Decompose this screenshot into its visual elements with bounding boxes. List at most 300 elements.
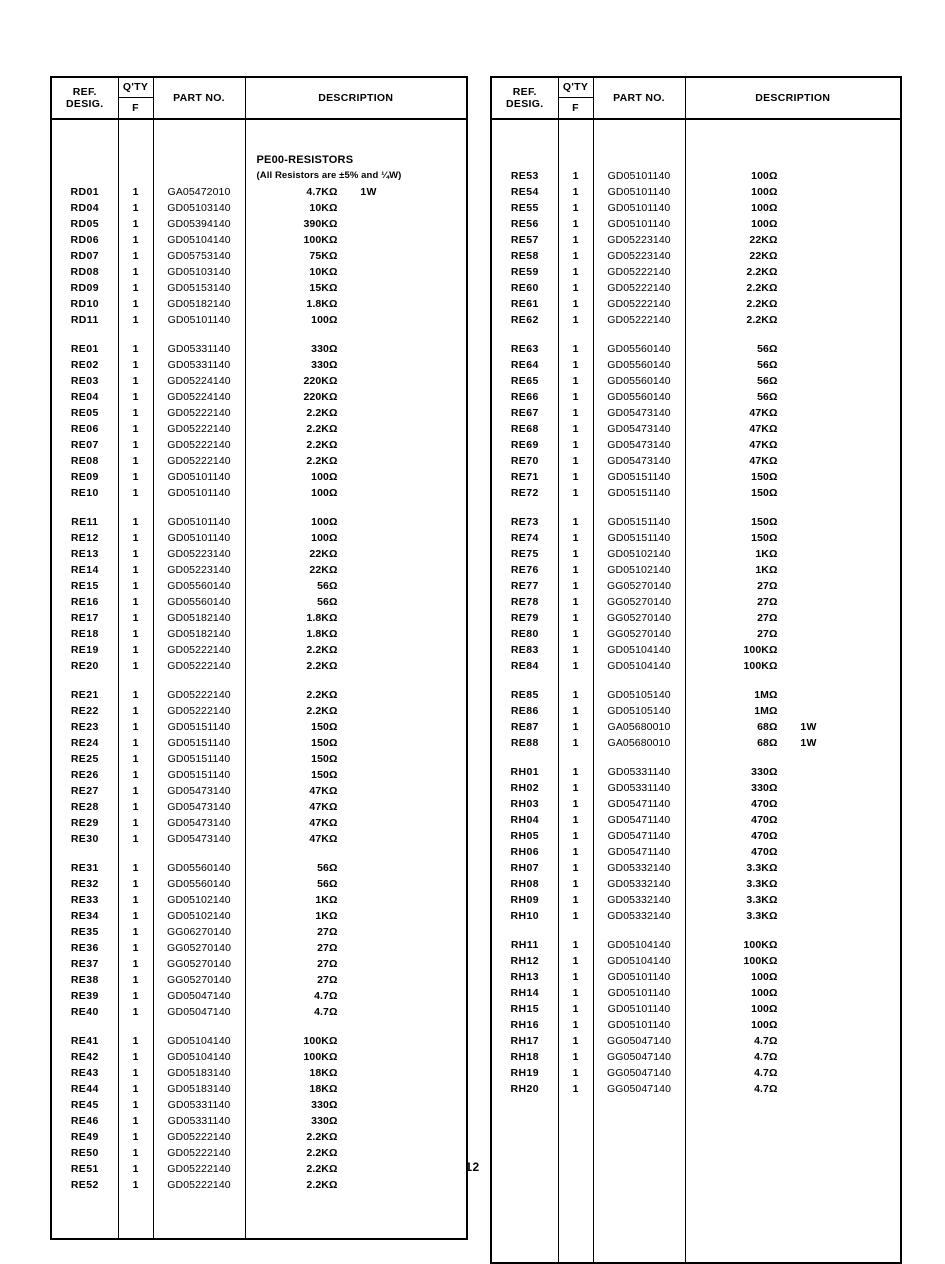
spacer-row (51, 136, 467, 152)
resistor-value: 68Ω (757, 736, 778, 749)
spacer-row (491, 1112, 901, 1127)
cell-description (685, 232, 901, 248)
cell-qty: 1 (558, 812, 593, 828)
cell-qty: 1 (558, 796, 593, 812)
resistor-value: 4.7Ω (754, 1034, 778, 1047)
cell-description (685, 860, 901, 876)
cell-description (245, 988, 467, 1004)
cell-ref-desig: RD01 (51, 184, 118, 200)
resistor-value: 10KΩ (309, 265, 338, 278)
resistor-value: 27Ω (757, 595, 778, 608)
cell-part-no: GD05471140 (593, 828, 685, 844)
table-row (51, 530, 467, 546)
table-row (51, 1049, 467, 1065)
cell-qty: 1 (558, 437, 593, 453)
cell-part-no: GD05103140 (153, 264, 245, 280)
cell-part-no: GD05222140 (153, 642, 245, 658)
cell-ref-desig: RE06 (51, 421, 118, 437)
resistor-value: 2.2KΩ (746, 313, 778, 326)
parts-tables-container (0, 76, 945, 1264)
table-row (491, 937, 901, 953)
cell-qty: 1 (558, 485, 593, 501)
wattage-note: 1W (800, 720, 817, 733)
cell-qty: 1 (558, 969, 593, 985)
table-row (51, 687, 467, 703)
cell-ref-desig: RE38 (51, 972, 118, 988)
cell-part-no: GG05047140 (593, 1081, 685, 1097)
cell-ref-desig: RE42 (51, 1049, 118, 1065)
table-row (51, 751, 467, 767)
table-row (491, 1081, 901, 1097)
cell-description (245, 1049, 467, 1065)
cell-qty: 1 (118, 312, 153, 328)
table-row (491, 1001, 901, 1017)
cell-part-no: GD05331140 (593, 764, 685, 780)
table-row (491, 735, 901, 751)
ref-header-line1: REF. (72, 85, 97, 98)
cell-ref-desig: RE43 (51, 1065, 118, 1081)
cell-description (245, 1129, 467, 1145)
cell-part-no: GG05047140 (593, 1065, 685, 1081)
cell-qty: 1 (558, 1001, 593, 1017)
resistor-value: 220KΩ (303, 390, 338, 403)
table-row (51, 815, 467, 831)
table-row (491, 1017, 901, 1033)
cell-part-no: GD05104140 (153, 232, 245, 248)
cell-description (685, 985, 901, 1001)
cell-ref-desig: RE50 (51, 1145, 118, 1161)
cell-description (245, 1081, 467, 1097)
cell-ref-desig: RE14 (51, 562, 118, 578)
resistor-value: 100KΩ (743, 938, 778, 951)
cell-part-no: GD05560140 (593, 389, 685, 405)
cell-part-no: GD05101140 (593, 969, 685, 985)
cell-part-no: GD05104140 (593, 658, 685, 674)
table-row (491, 546, 901, 562)
cell-qty: 1 (558, 844, 593, 860)
cell-part-no: GD05047140 (153, 1004, 245, 1020)
cell-description (685, 828, 901, 844)
resistor-value: 27Ω (317, 973, 338, 986)
cell-part-no: GD05102140 (593, 562, 685, 578)
table-row (51, 1177, 467, 1193)
cell-part-no: GD05222140 (153, 1177, 245, 1193)
cell-qty: 1 (118, 1004, 153, 1020)
resistor-value: 150Ω (751, 531, 778, 544)
resistor-value: 2.2KΩ (746, 281, 778, 294)
cell-qty: 1 (118, 373, 153, 389)
column-header-part-no: PART NO. (153, 77, 245, 119)
cell-ref-desig: RE71 (491, 469, 558, 485)
cell-ref-desig: RE18 (51, 626, 118, 642)
cell-part-no: GD05471140 (593, 844, 685, 860)
cell-ref-desig: RE08 (51, 453, 118, 469)
resistor-value: 2.2KΩ (306, 1162, 338, 1175)
cell-qty: 1 (558, 735, 593, 751)
cell-ref-desig: RE49 (51, 1129, 118, 1145)
group-heading-row (51, 152, 467, 168)
cell-ref-desig: RD10 (51, 296, 118, 312)
cell-ref-desig: RE09 (51, 469, 118, 485)
resistor-value: 150Ω (311, 768, 338, 781)
table-row (491, 642, 901, 658)
cell-description (685, 280, 901, 296)
cell-part-no: GG06270140 (153, 924, 245, 940)
cell-description (685, 626, 901, 642)
cell-description (685, 168, 901, 184)
cell-description (685, 642, 901, 658)
cell-description (685, 453, 901, 469)
cell-part-no: GD05473140 (153, 783, 245, 799)
spacer-row (491, 1232, 901, 1247)
cell-description (245, 453, 467, 469)
cell-ref-desig: RE39 (51, 988, 118, 1004)
cell-ref-desig: RE23 (51, 719, 118, 735)
cell-part-no: GD05223140 (593, 248, 685, 264)
cell-ref-desig: RE60 (491, 280, 558, 296)
cell-qty: 1 (558, 357, 593, 373)
cell-description (245, 908, 467, 924)
cell-part-no: GD05473140 (593, 437, 685, 453)
table-row (51, 200, 467, 216)
cell-qty: 1 (118, 421, 153, 437)
cell-part-no: GD05104140 (153, 1033, 245, 1049)
resistor-value: 1KΩ (755, 563, 778, 576)
resistor-value: 56Ω (757, 342, 778, 355)
page-number: 12 (465, 1160, 480, 1174)
cell-qty: 1 (118, 703, 153, 719)
table-row (51, 1004, 467, 1020)
table-row (491, 876, 901, 892)
cell-description (245, 1177, 467, 1193)
resistor-value: 100Ω (311, 470, 338, 483)
cell-description (245, 280, 467, 296)
table-row (491, 626, 901, 642)
resistor-value: 75KΩ (309, 249, 338, 262)
table-row (491, 562, 901, 578)
resistor-value: 3.3KΩ (746, 877, 778, 890)
cell-ref-desig: RE84 (491, 658, 558, 674)
cell-description (245, 767, 467, 783)
table-row (491, 312, 901, 328)
cell-qty: 1 (558, 248, 593, 264)
cell-qty: 1 (118, 687, 153, 703)
table-row (51, 248, 467, 264)
cell-description (685, 296, 901, 312)
cell-ref-desig: RE31 (51, 860, 118, 876)
resistor-value: 56Ω (317, 861, 338, 874)
cell-ref-desig: RE51 (51, 1161, 118, 1177)
column-header-qty: Q'TY (558, 77, 593, 98)
table-row (51, 831, 467, 847)
table-row (51, 184, 467, 200)
table-row (491, 280, 901, 296)
resistor-value: 2.2KΩ (306, 659, 338, 672)
cell-qty: 1 (558, 469, 593, 485)
cell-part-no: GD05222140 (593, 264, 685, 280)
cell-description (685, 216, 901, 232)
cell-ref-desig: RE77 (491, 578, 558, 594)
cell-description (685, 703, 901, 719)
cell-ref-desig: RE78 (491, 594, 558, 610)
cell-ref-desig: RE27 (51, 783, 118, 799)
cell-description (245, 815, 467, 831)
cell-description (685, 1049, 901, 1065)
cell-ref-desig: RE03 (51, 373, 118, 389)
cell-ref-desig: RE44 (51, 1081, 118, 1097)
table-row (491, 437, 901, 453)
cell-qty: 1 (558, 594, 593, 610)
cell-description (685, 908, 901, 924)
right-parts-table (490, 76, 902, 1264)
table-row (491, 405, 901, 421)
cell-part-no: GD05101140 (593, 200, 685, 216)
cell-description (685, 514, 901, 530)
cell-qty: 1 (118, 783, 153, 799)
cell-description (245, 469, 467, 485)
cell-part-no: GD05332140 (593, 908, 685, 924)
cell-qty: 1 (118, 876, 153, 892)
table-row (51, 892, 467, 908)
cell-part-no: GD05222140 (153, 1161, 245, 1177)
cell-qty: 1 (558, 312, 593, 328)
resistor-value: 22KΩ (749, 233, 778, 246)
resistor-value: 15KΩ (309, 281, 338, 294)
cell-qty: 1 (558, 264, 593, 280)
cell-description (685, 341, 901, 357)
column-header-description: DESCRIPTION (685, 77, 901, 119)
cell-description (685, 610, 901, 626)
resistor-value: 47KΩ (749, 454, 778, 467)
cell-qty: 1 (118, 216, 153, 232)
cell-qty: 1 (118, 357, 153, 373)
cell-description (685, 578, 901, 594)
cell-ref-desig: RE74 (491, 530, 558, 546)
table-row (491, 216, 901, 232)
cell-qty: 1 (118, 405, 153, 421)
cell-part-no: GG05270140 (153, 940, 245, 956)
cell-part-no: GD05101140 (593, 1001, 685, 1017)
cell-ref-desig: RE33 (51, 892, 118, 908)
cell-part-no: GG05270140 (593, 594, 685, 610)
cell-ref-desig: RE02 (51, 357, 118, 373)
cell-ref-desig: RE76 (491, 562, 558, 578)
resistor-value: 470Ω (751, 813, 778, 826)
cell-part-no: GD05101140 (153, 530, 245, 546)
column-header-part-no: PART NO. (593, 77, 685, 119)
cell-part-no: GD05101140 (593, 184, 685, 200)
cell-part-no: GD05560140 (153, 594, 245, 610)
cell-part-no: GD05222140 (153, 405, 245, 421)
cell-qty: 1 (558, 1017, 593, 1033)
cell-qty: 1 (118, 908, 153, 924)
cell-ref-desig: RE63 (491, 341, 558, 357)
cell-part-no: GG05270140 (593, 578, 685, 594)
cell-qty: 1 (118, 815, 153, 831)
resistor-value: 2.2KΩ (746, 265, 778, 278)
cell-ref-desig: RE01 (51, 341, 118, 357)
cell-description (245, 405, 467, 421)
table-row (491, 578, 901, 594)
spacer-row (491, 328, 901, 341)
table-row (491, 485, 901, 501)
resistor-value: 47KΩ (749, 438, 778, 451)
table-row (51, 783, 467, 799)
cell-part-no: GD05151140 (153, 719, 245, 735)
cell-ref-desig: RE55 (491, 200, 558, 216)
cell-qty: 1 (118, 972, 153, 988)
cell-qty: 1 (118, 578, 153, 594)
cell-description (245, 264, 467, 280)
cell-ref-desig: RE05 (51, 405, 118, 421)
cell-ref-desig: RE32 (51, 876, 118, 892)
resistor-value: 100KΩ (743, 954, 778, 967)
cell-ref-desig: RE67 (491, 405, 558, 421)
cell-qty: 1 (118, 200, 153, 216)
cell-ref-desig: RE80 (491, 626, 558, 642)
spacer-row (491, 924, 901, 937)
cell-qty: 1 (118, 514, 153, 530)
cell-part-no: GD05471140 (593, 812, 685, 828)
cell-qty: 1 (558, 1049, 593, 1065)
cell-qty: 1 (558, 373, 593, 389)
cell-description (685, 469, 901, 485)
column-header-qty-f: F (558, 98, 593, 120)
cell-ref-desig: RE65 (491, 373, 558, 389)
cell-part-no: GD05151140 (593, 485, 685, 501)
table-row (51, 264, 467, 280)
cell-description (245, 546, 467, 562)
table-row (491, 860, 901, 876)
table-row (51, 767, 467, 783)
cell-part-no: GA05680010 (593, 719, 685, 735)
cell-part-no: GD05560140 (593, 357, 685, 373)
cell-part-no: GD05473140 (153, 799, 245, 815)
cell-qty: 1 (118, 232, 153, 248)
cell-part-no: GD05102140 (153, 892, 245, 908)
table-row (51, 1145, 467, 1161)
cell-ref-desig: RE87 (491, 719, 558, 735)
table-row (51, 357, 467, 373)
cell-description (245, 924, 467, 940)
cell-description (685, 405, 901, 421)
cell-part-no: GD05151140 (593, 530, 685, 546)
resistor-value: 56Ω (757, 374, 778, 387)
cell-description (685, 764, 901, 780)
table-row (51, 860, 467, 876)
cell-qty: 1 (118, 296, 153, 312)
cell-part-no: GD05473140 (593, 453, 685, 469)
resistor-value: 2.2KΩ (306, 406, 338, 419)
group-title: PE00-RESISTORS (256, 154, 354, 166)
table-row (491, 248, 901, 264)
cell-ref-desig: RE72 (491, 485, 558, 501)
resistor-value: 47KΩ (749, 406, 778, 419)
table-row (51, 1065, 467, 1081)
cell-qty: 1 (558, 780, 593, 796)
cell-description (245, 956, 467, 972)
cell-description (245, 341, 467, 357)
resistor-value: 100KΩ (303, 1050, 338, 1063)
cell-description (245, 1145, 467, 1161)
cell-part-no: GD05223140 (593, 232, 685, 248)
cell-part-no: GD05394140 (153, 216, 245, 232)
cell-description (245, 1113, 467, 1129)
table-row (491, 969, 901, 985)
cell-description (245, 719, 467, 735)
cell-ref-desig: RE28 (51, 799, 118, 815)
cell-qty: 1 (558, 908, 593, 924)
table-row (51, 296, 467, 312)
resistor-value: 330Ω (751, 781, 778, 794)
cell-qty: 1 (118, 248, 153, 264)
table-row (491, 184, 901, 200)
resistor-value: 100Ω (751, 201, 778, 214)
ref-header-line2: DESIG. (506, 98, 544, 110)
cell-qty: 1 (558, 341, 593, 357)
cell-description (685, 421, 901, 437)
cell-ref-desig: RH07 (491, 860, 558, 876)
table-row (491, 453, 901, 469)
group-heading-row (51, 168, 467, 184)
table-row (51, 469, 467, 485)
spacer-row (51, 1193, 467, 1208)
resistor-value: 27Ω (757, 579, 778, 592)
resistor-value: 330Ω (311, 342, 338, 355)
cell-description (245, 799, 467, 815)
cell-description (685, 264, 901, 280)
right-table-body (491, 119, 901, 1263)
cell-qty: 1 (558, 764, 593, 780)
table-row (491, 687, 901, 703)
cell-part-no: GD05560140 (153, 876, 245, 892)
table-row (491, 373, 901, 389)
spacer-row (51, 1223, 467, 1239)
cell-part-no: GD05151140 (593, 514, 685, 530)
resistor-value: 3.3KΩ (746, 909, 778, 922)
cell-qty: 1 (558, 296, 593, 312)
cell-ref-desig: RD04 (51, 200, 118, 216)
cell-ref-desig: RH05 (491, 828, 558, 844)
cell-description (685, 389, 901, 405)
cell-ref-desig: RE41 (51, 1033, 118, 1049)
cell-qty: 1 (118, 751, 153, 767)
cell-qty: 1 (558, 232, 593, 248)
cell-qty: 1 (558, 168, 593, 184)
cell-qty: 1 (118, 610, 153, 626)
cell-part-no: GD05473140 (593, 405, 685, 421)
cell-part-no: GD05222140 (153, 421, 245, 437)
cell-part-no: GG05270140 (593, 626, 685, 642)
cell-description (245, 437, 467, 453)
table-row (51, 514, 467, 530)
cell-ref-desig: RH18 (491, 1049, 558, 1065)
resistor-value: 470Ω (751, 797, 778, 810)
resistor-value: 27Ω (757, 627, 778, 640)
cell-description (245, 876, 467, 892)
table-row (491, 812, 901, 828)
cell-qty: 1 (558, 703, 593, 719)
resistor-value: 22KΩ (749, 249, 778, 262)
cell-description (245, 940, 467, 956)
resistor-value: 2.2KΩ (306, 643, 338, 656)
table-row (51, 453, 467, 469)
table-row (491, 780, 901, 796)
table-row (491, 514, 901, 530)
cell-qty: 1 (558, 937, 593, 953)
cell-part-no: GD05182140 (153, 610, 245, 626)
cell-qty: 1 (558, 719, 593, 735)
